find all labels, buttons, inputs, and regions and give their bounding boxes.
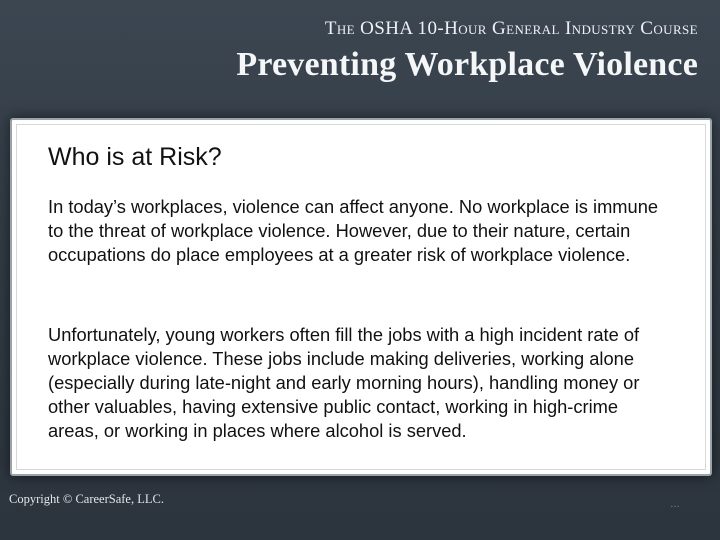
page-number: …	[670, 499, 680, 510]
content-panel-inner-border	[16, 124, 706, 470]
body-paragraph-2: Unfortunately, young workers often fill the jobs with a high incident rate of workplace violence. These jobs include making deliveries, working alone (especially during late-night and early morning hours), handling money or other valuables, having extensive public contact, working in high-crime areas, or working in places where alcohol is served.	[48, 324, 640, 441]
copyright-text: Copyright © CareerSafe, LLC.	[9, 492, 164, 506]
module-title: Preventing Workplace Violence	[236, 46, 698, 83]
body-paragraph-1: In today’s workplaces, violence can affect anyone. No workplace is immune to the threat of workplace violence. However, due to their nature, certain occupations do place employees at a greater risk of workplace violence.	[48, 196, 659, 265]
course-title: The OSHA 10-Hour General Industry Course	[324, 18, 698, 39]
slide-footer	[0, 484, 720, 540]
slide-header	[0, 0, 720, 108]
content-panel	[10, 118, 712, 476]
slide-heading: Who is at Risk?	[48, 143, 222, 171]
